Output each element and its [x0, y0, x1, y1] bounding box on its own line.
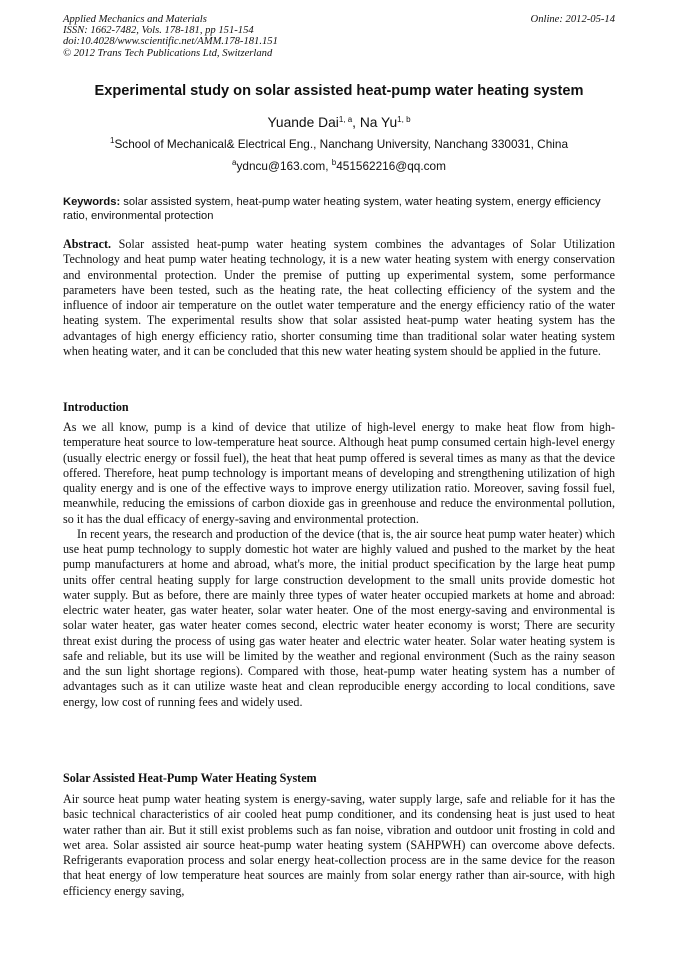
author-name: Na Yu	[359, 115, 398, 130]
paragraph: In recent years, the research and production of the device (that is, the air source heat pump water heater) which use heat pump technology to supply domestic hot water are highly valued and pushed to the market by the heat pump manufacturers at home and abroad, what's more, the initial product specification by the large heat pump units offer central heating supply for large construction development to the small units provide domestic hot water supply. But as before, there are mainly three types of water heater occupied markets at home and abroad: electric water heater, gas water heater, solar water heater. One of the most energy-saving and environmental is solar water heater, gas water heater comes second, electric water heater economy is worst; There are security threat exist during the process of using gas water heater and electric water heater. Solar water heating system is safe and reliable, but its use will be limited by the weather and regional environment (Such as the rainy season and the sun light shortage regions). Compared with those, heat-pump water heating system has a number of advantages such as it can utilize waste heat and clean reproducible energy according to local conditions, save energy, low cost of running fees and widely used.	[63, 526, 615, 709]
doi-line[interactable]: doi:10.4028/www.scientific.net/AMM.178-181.151	[63, 36, 278, 48]
keywords	[63, 195, 615, 223]
affiliation	[40, 137, 638, 152]
author-separator: ,	[352, 115, 360, 130]
author-line	[40, 114, 638, 132]
paragraph: As we all know, pump is a kind of device that utilize of high-level energy to make heat flow from high-temperature heat source to low-temperature heat source. Although heat pump consumed certain high-level energy (usually electric energy or fossil fuel), the heat that heat pump offered is several times as many as that the device offered. Therefore, heat pump technology is important means of developing and strengthening utilization of high quality energy and is one of the effective ways to improve energy utilization ratio. Moreover, saving fossil fuel, meanwhile, reducing the emissions of carbon dioxide gas in greenhouse and reduce the environmental pollution, so it has the dual efficacy of energy-saving and environmental protection.	[63, 420, 615, 526]
author-affiliation-mark: 1, a	[338, 115, 353, 124]
sahpwh-body	[63, 792, 615, 899]
paragraph: Air source heat pump water heating system is energy-saving, water supply large, safe and reliable for it has the basic technical characteristics of air cooled heat pump conditioner, and its condensing heat is just used to heat water rather than air. But it still exist problems such as fan noise, vibration and outdoor unit frosting in cold and wet area. Solar assisted air source heat-pump water heating system (SAHPWH) can overcome above defects. Refrigerants evaporation process and solar energy heat-collection process are in the same device for the reason that heat energy of low temperature heat sources are mainly from solar energy rather than air-source, with high efficiency energy saving,	[63, 792, 615, 898]
email-link[interactable]: 451562216@qq.com	[336, 159, 446, 173]
email-line	[40, 159, 638, 174]
online-date: Online: 2012-05-14	[530, 14, 615, 25]
affiliation-mark: 1	[109, 136, 115, 145]
journal-name: Applied Mechanics and Materials	[63, 14, 207, 25]
section-heading-sahpwh: Solar Assisted Heat-Pump Water Heating System	[63, 771, 317, 785]
section-heading-introduction: Introduction	[63, 400, 129, 414]
email-mark: b	[331, 158, 337, 167]
email-link[interactable]: ydncu@163.com,	[236, 159, 332, 173]
issn-line: ISSN: 1662-7482, Vols. 178-181, pp 151-154	[63, 25, 254, 37]
author-affiliation-mark: 1, b	[397, 115, 411, 124]
email-mark: a	[232, 158, 237, 167]
copyright-line: © 2012 Trans Tech Publications Ltd, Switzerland	[63, 47, 273, 59]
abstract-text: Solar assisted heat-pump water heating system combines the advantages of Solar Utilization Technology and heat pump water heating technology, it is a new water heating system with energy conservation and environmental protection. Under the premise of putting up experimental system, some performance parameters have been tested, such as the heating rate, the heat collecting efficiency of the system and the influence of indoor air temperature on the outlet water temperature and the energy efficiency ratio of the water heating system. The experimental results show that solar assisted heat-pump water heating system has the advantages of high energy efficiency ratio, shorter consuming time than traditional solar water heating system when heating water, and it can be concluded that this new water heating system should be applied in the future.	[63, 237, 615, 358]
paper-title: Experimental study on solar assisted heat-pump water heating system	[94, 83, 584, 99]
author-name: Yuande Dai	[267, 115, 339, 130]
keywords-label: Keywords:	[63, 196, 121, 208]
affiliation-text: School of Mechanical& Electrical Eng., Nanchang University, Nanchang 330031, China	[114, 137, 569, 151]
abstract	[63, 237, 615, 359]
abstract-label: Abstract.	[63, 237, 112, 251]
introduction-body	[63, 420, 615, 710]
journal-header	[63, 14, 463, 59]
keywords-text: solar assisted system, heat-pump water heating system, water heating system, energy efficiency ratio, environmental protection	[63, 196, 601, 222]
